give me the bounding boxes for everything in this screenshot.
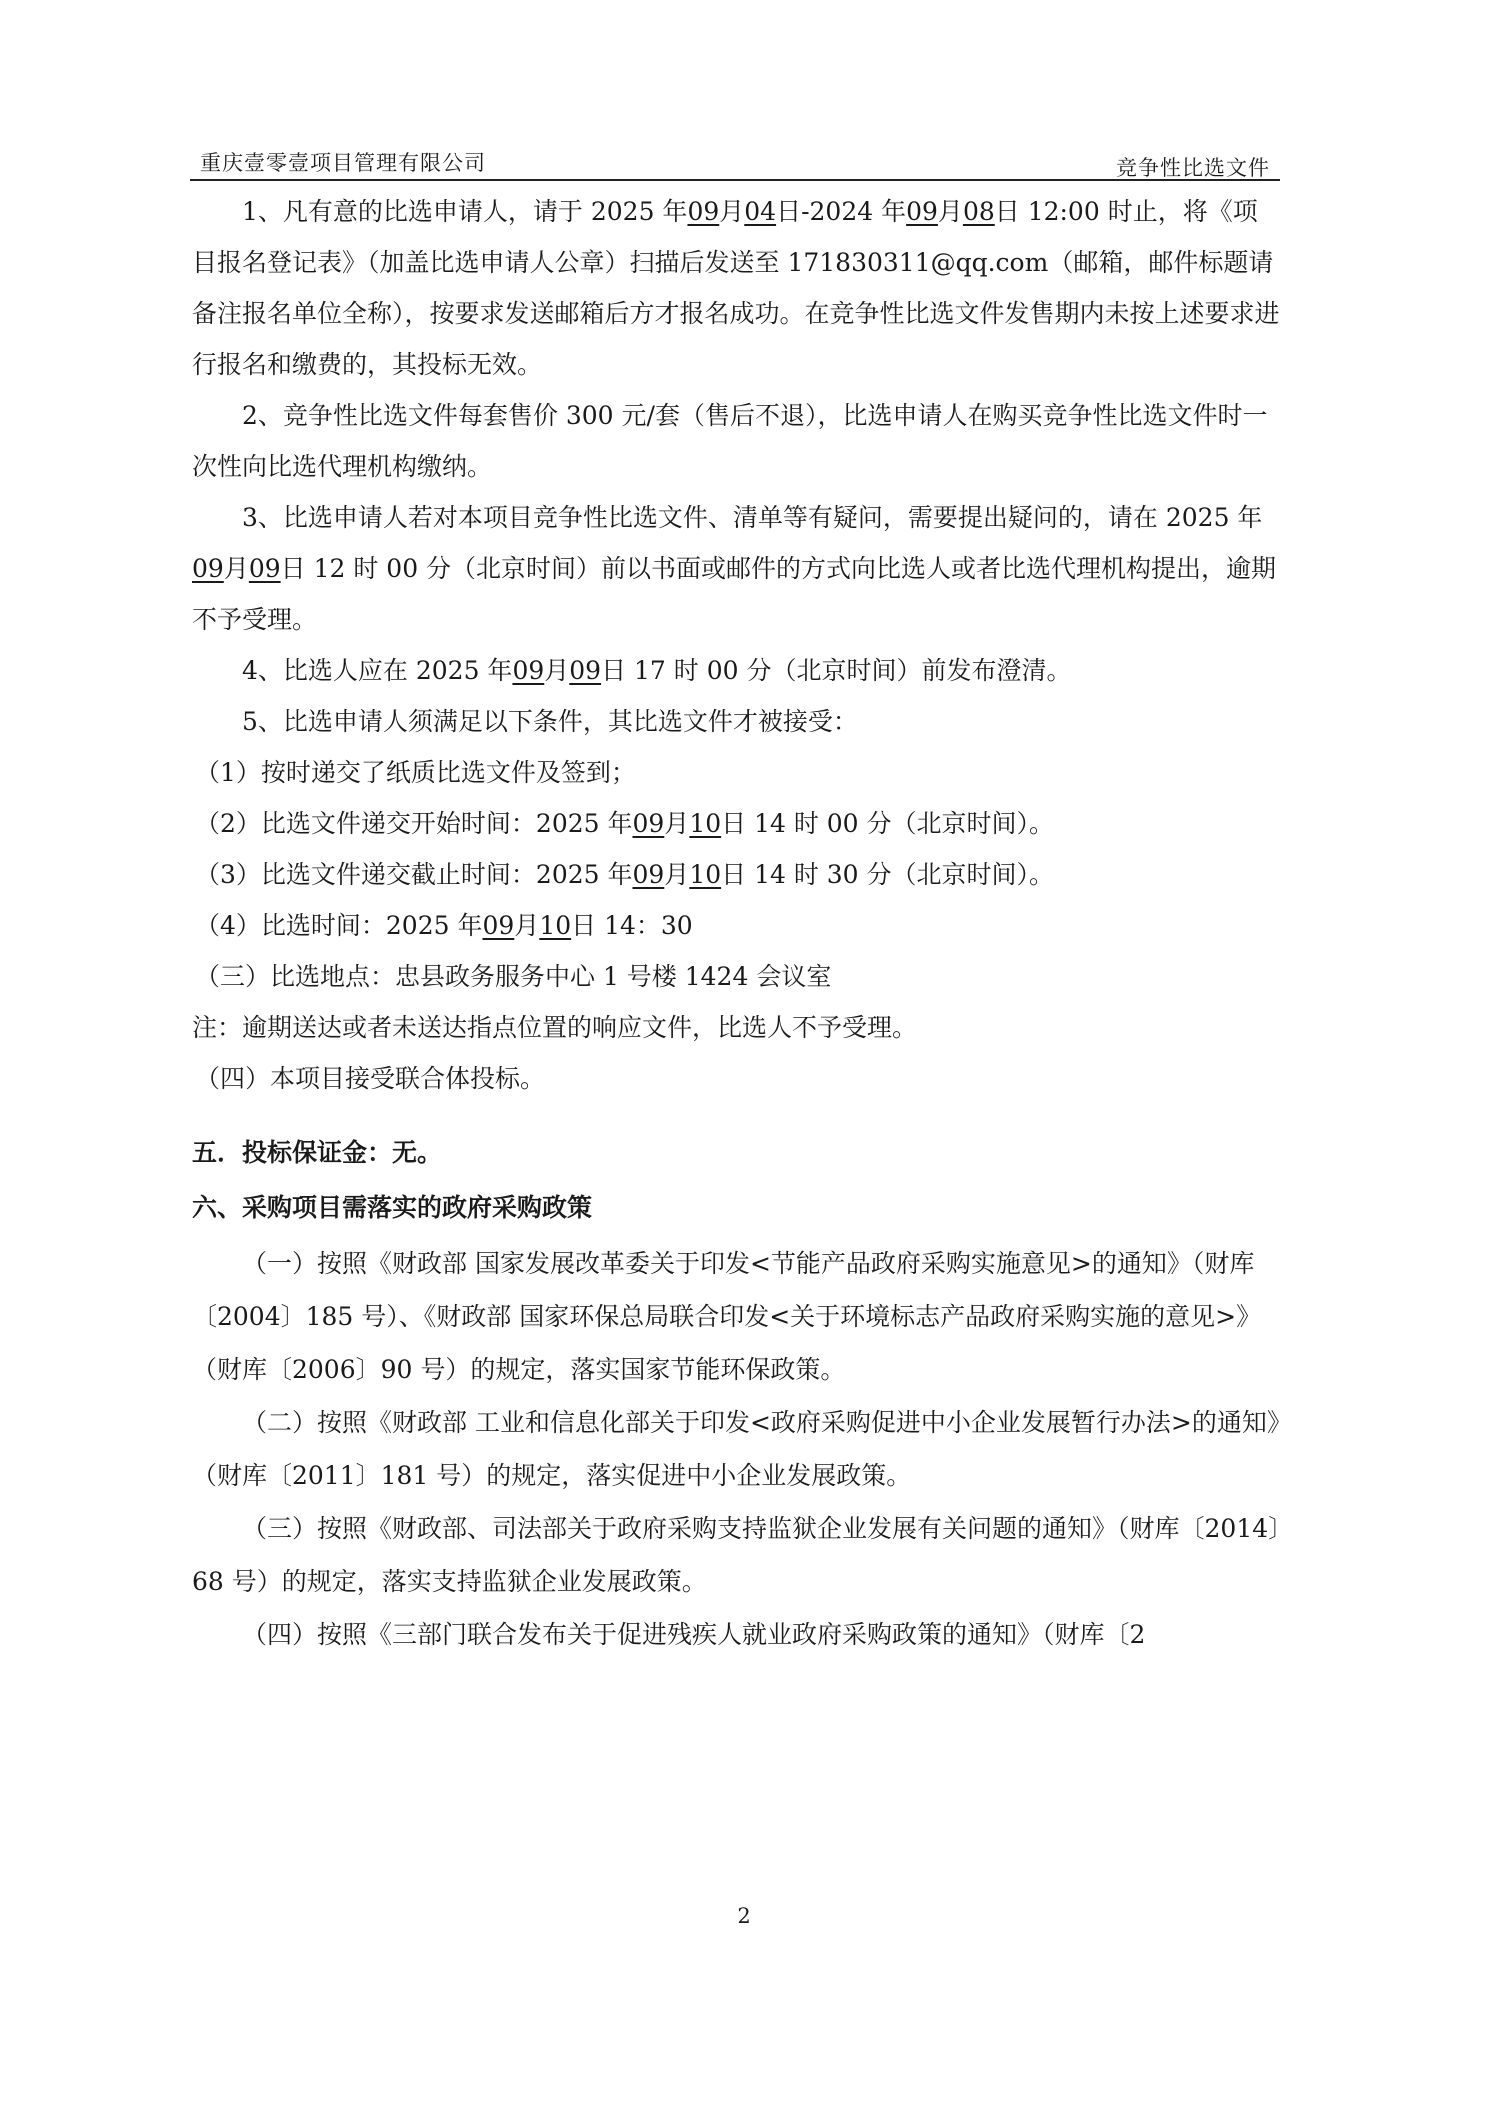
policy-paragraph-2: （二）按照《财政部 工业和信息化部关于印发<政府采购促进中小企业发展暂行办法>的通知》（财库〔2011〕181 号）的规定，落实促进中小企业发展政策。 [192, 1408, 1280, 1490]
company-name: 重庆壹零壹项目管理有限公司 [200, 151, 486, 175]
consortium-clause: （四）本项目接受联合体投标。 [195, 1064, 546, 1093]
document-type: 竞争性比选文件 [1116, 156, 1270, 180]
section-heading-policies: 六、采购项目需落实的政府采购政策 [192, 1193, 593, 1222]
underlined-month: 09 [687, 197, 720, 226]
condition-1: （1）按时递交了纸质比选文件及签到； [195, 758, 636, 787]
underlined-month: 09 [512, 656, 545, 685]
page-header [190, 143, 1280, 181]
page-number: 2 [737, 1904, 751, 1928]
underlined-month: 09 [632, 860, 665, 889]
paragraph-registration: 1、凡有意的比选申请人，请于 2025 年09月04日-2024 年09月08日 12:00 时止，将《项目报名登记表》（加盖比选申请人公章）扫描后发送至 171830311@qq.com（邮箱，邮件标题请备注报名单位全称），按要求发送邮箱后方才报名成功。在竞争性比选文件发售期内未按上述要求进行报名和缴费的，其投标无效。 [192, 197, 1280, 379]
policy-paragraph-4: （四）按照《三部门联合发布关于促进残疾人就业政府采购政策的通知》（财库〔2 [242, 1620, 1146, 1649]
underlined-day: 10 [539, 911, 572, 940]
underlined-day: 10 [689, 860, 722, 889]
policy-paragraph-1: （一）按照《财政部 国家发展改革委关于印发<节能产品政府采购实施意见>的通知》（财库〔2004〕185 号）、《财政部 国家环保总局联合印发<关于环境标志产品政府采购实施的意见>》（财库〔2006〕90 号）的规定，落实国家节能环保政策。 [192, 1249, 1262, 1384]
underlined-day: 09 [569, 656, 602, 685]
condition-3: （3）比选文件递交截止时间：2025 年09月10日 14 时 30 分（北京时间）。 [195, 860, 1055, 889]
underlined-month: 09 [632, 809, 665, 838]
policy-paragraph-3: （三）按照《财政部、司法部关于政府采购支持监狱企业发展有关问题的通知》（财库〔2014〕68 号）的规定，落实支持监狱企业发展政策。 [192, 1514, 1281, 1596]
venue: （三）比选地点：忠县政务服务中心 1 号楼 1424 会议室 [195, 962, 832, 991]
underlined-day: 09 [248, 554, 281, 583]
underlined-month: 09 [482, 911, 515, 940]
underlined-day: 10 [689, 809, 722, 838]
paragraph-clarification: 4、比选人应在 2025 年09月09日 17 时 00 分（北京时间）前发布澄清。 [242, 656, 1072, 685]
paragraph-conditions: 5、比选申请人须满足以下条件，其比选文件才被接受： [242, 707, 858, 736]
paragraph-questions: 3、比选申请人若对本项目竞争性比选文件、清单等有疑问，需要提出疑问的，请在 2025 年09月09日 12 时 00 分（北京时间）前以书面或邮件的方式向比选人或者比选代理机构提出，逾期不予受理。 [192, 503, 1277, 634]
section-heading-deposit: 五．投标保证金：无。 [192, 1138, 443, 1167]
underlined-month: 09 [192, 554, 224, 583]
underlined-day: 08 [962, 197, 995, 226]
underlined-month: 09 [906, 197, 938, 226]
condition-2: （2）比选文件递交开始时间：2025 年09月10日 14 时 00 分（北京时间）。 [195, 809, 1055, 838]
document-body [192, 186, 1282, 1661]
condition-4: （4）比选时间：2025 年09月10日 14：30 [195, 911, 693, 940]
underlined-day: 04 [744, 197, 777, 226]
note: 注：逾期送达或者未送达指点位置的响应文件，比选人不予受理。 [192, 1013, 918, 1042]
paragraph-price: 2、竞争性比选文件每套售价 300 元/套（售后不退），比选申请人在购买竞争性比选文件时一次性向比选代理机构缴纳。 [192, 401, 1268, 481]
